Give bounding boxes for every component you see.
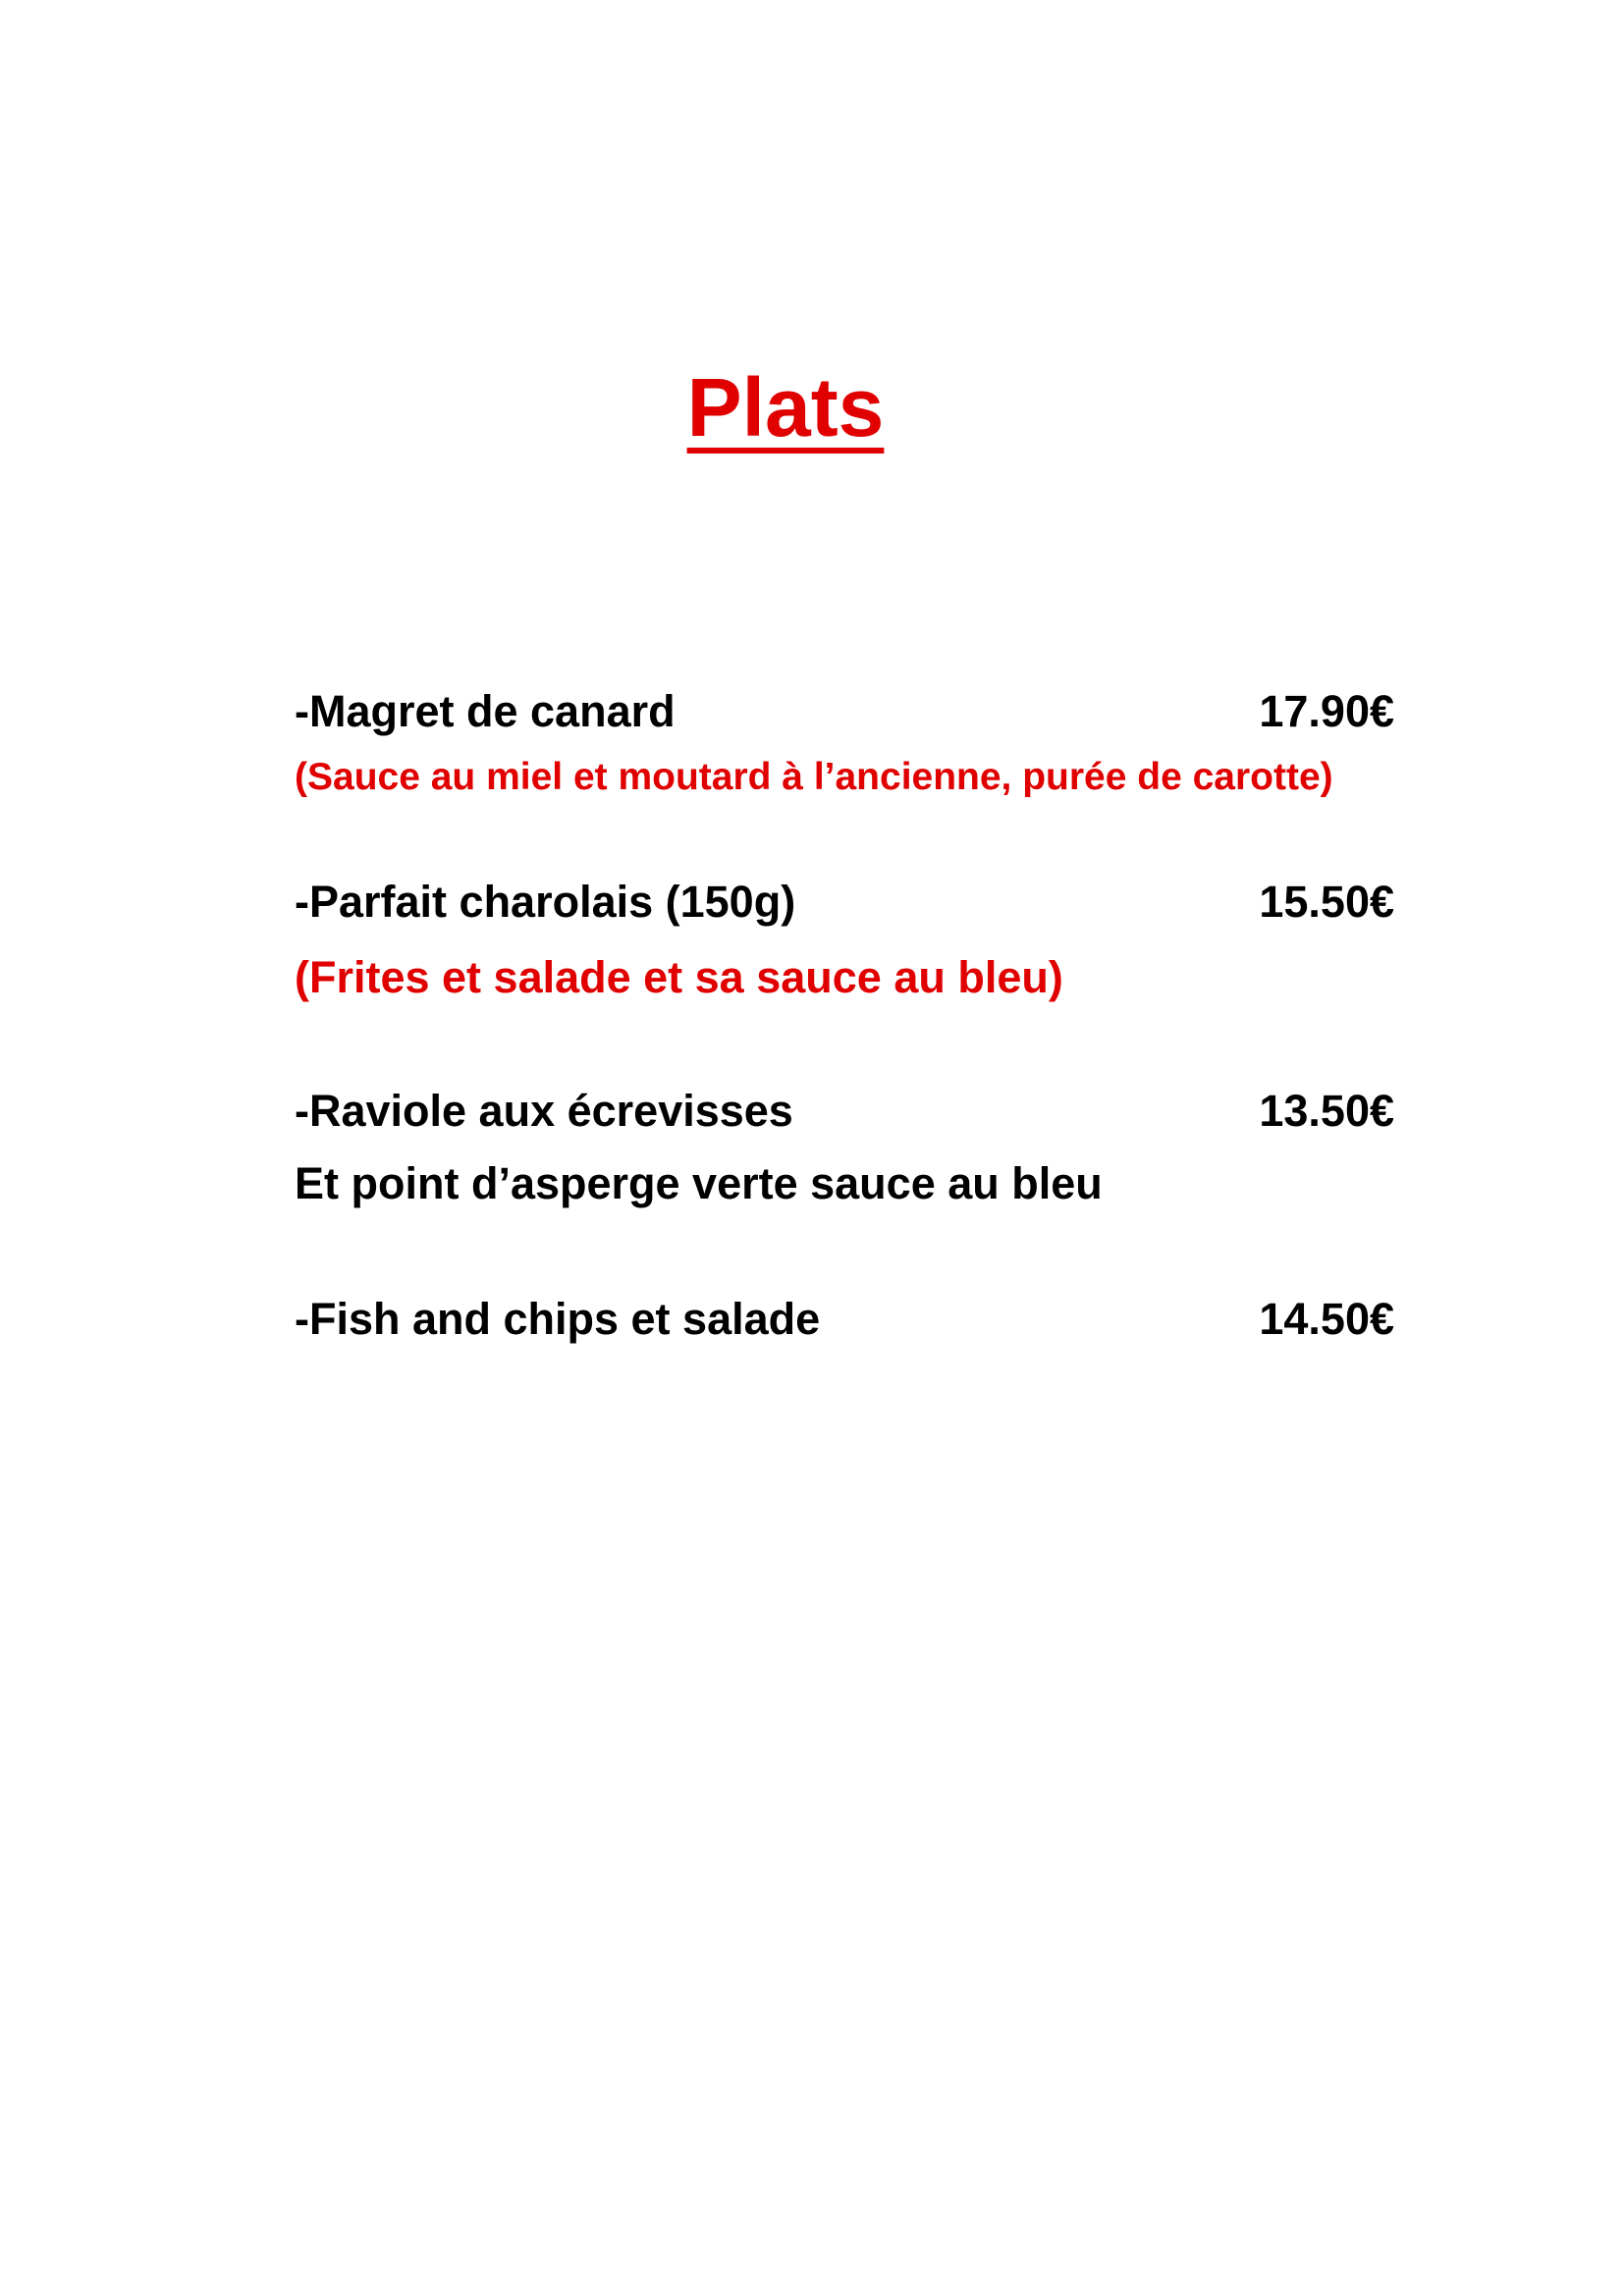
menu-item-raviole xyxy=(295,1082,1394,1141)
menu-item-parfait xyxy=(295,873,1394,932)
menu-item-price: 17.90€ xyxy=(1259,686,1394,736)
menu-item-price: 14.50€ xyxy=(1259,1294,1394,1344)
menu-item-description: (Frites et salade et sa sauce au bleu) xyxy=(295,952,1063,1002)
menu-item-name: -Parfait charolais (150g) xyxy=(295,877,796,927)
menu-item-fish-and-chips xyxy=(295,1290,1394,1349)
menu-item-name: -Raviole aux écrevisses xyxy=(295,1086,793,1136)
menu-item-price: 13.50€ xyxy=(1259,1086,1394,1136)
menu-item-description: Et point d’asperge verte sauce au bleu xyxy=(295,1158,1103,1208)
menu-item-description: (Sauce au miel et moutard à l’ancienne, purée de carotte) xyxy=(295,756,1333,798)
menu-item-name: -Fish and chips et salade xyxy=(295,1294,821,1344)
page-title: Plats xyxy=(686,361,885,454)
menu-item-magret xyxy=(295,682,1394,741)
menu-item-price: 15.50€ xyxy=(1259,877,1394,927)
menu-item-name: -Magret de canard xyxy=(295,686,676,736)
